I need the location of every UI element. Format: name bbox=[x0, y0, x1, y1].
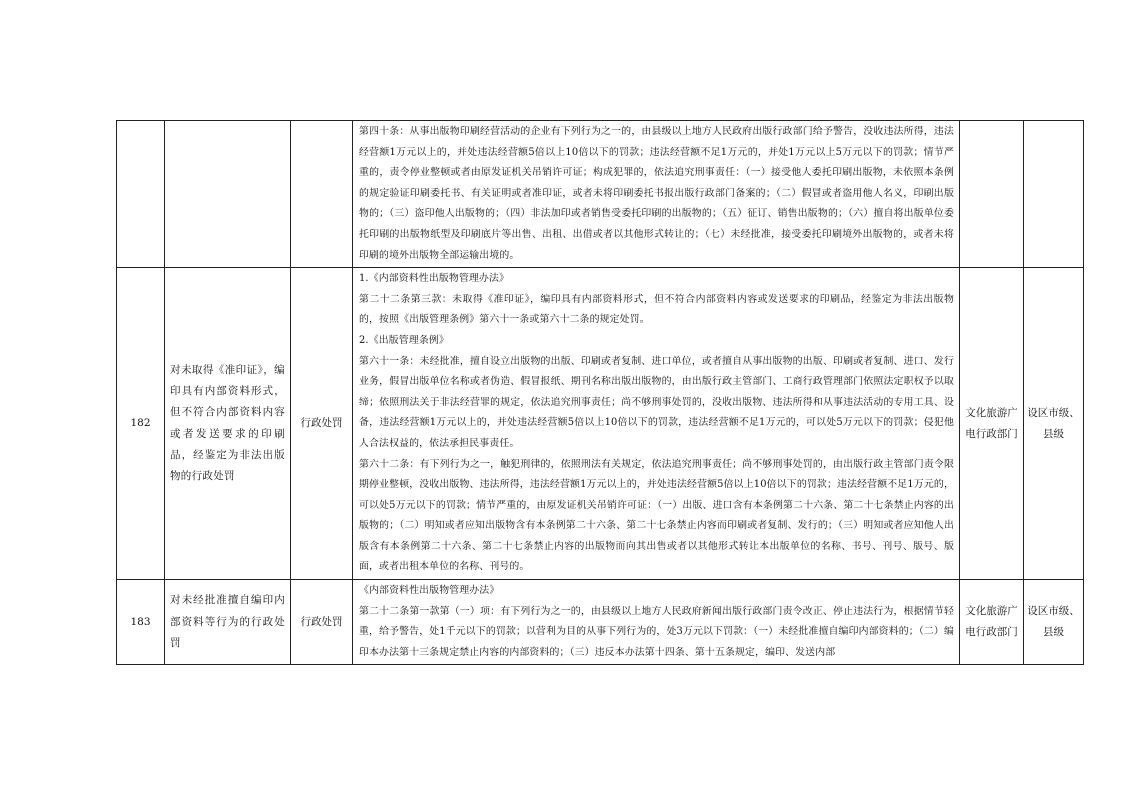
item-name bbox=[165, 121, 291, 268]
basis-paragraph: 2.《出版管理条例》 bbox=[359, 334, 449, 346]
row-number: 182 bbox=[117, 268, 165, 580]
item-name: 对未取得《准印证》，编印具有内部资料形式，但不符合内部资料内容或者发送要求的印刷品，经鉴定为非法出版物的行政处罚 bbox=[165, 268, 291, 580]
item-type: 行政处罚 bbox=[291, 268, 353, 580]
row-number: 183 bbox=[117, 580, 165, 665]
table-row bbox=[117, 580, 1084, 665]
basis-paragraph: 第四十条：从事出版物印刷经营活动的企业有下列行为之一的，由县级以上地方人民政府出版行政部门给予警告，没收违法所得，违法经营额1万元以上的，并处违法经营额5倍以上10倍以下的罚款；违法经营额不足1万元的，并处1万元以上5万元以下的罚款；情节严重的，责令停业整顿或者由原发证机关吊销许可证；构成犯罪的，依法追究刑事责任：（一）接受他人委托印刷出版物，未依照本条例的规定验证印刷委托书、有关证明或者准印证，或者未将印刷委托书报出版行政部门备案的；（二）假冒或者盗用他人名义，印刷出版物的；（三）盗印他人出版物的；（四）非法加印或者销售受委托印刷的出版物的；（五）征订、销售出版物的；（六）擅自将出版单位委托印刷的出版物纸型及印刷底片等出售、出租、出借或者以其他形式转让的；（七）未经批准，接受委托印刷境外出版物的，或者未将印刷的境外出版物全部运输出境的。 bbox=[359, 126, 954, 261]
basis-paragraph: 第二十二条第三款：未取得《准印证》，编印具有内部资料形式，但不符合内部资料内容或发送要求的印刷品，经鉴定为非法出版物的，按照《出版管理条例》第六十一条或第六十二条的规定处罚。 bbox=[359, 293, 954, 326]
basis-paragraph: 《内部资料性出版物管理办法》 bbox=[359, 585, 500, 597]
table-row bbox=[117, 268, 1084, 580]
administrative-level: 设区市级、县级 bbox=[1024, 268, 1084, 580]
basis-paragraph: 1.《内部资料性出版物管理办法》 bbox=[359, 273, 510, 285]
authority-table bbox=[116, 120, 1084, 665]
responsible-department bbox=[960, 121, 1024, 268]
responsible-department: 文化旅游广电行政部门 bbox=[960, 580, 1024, 665]
table-row bbox=[117, 121, 1084, 268]
basis-paragraph: 第六十二条：有下列行为之一，触犯刑律的，依照刑法有关规定，依法追究刑事责任；尚不够刑事处罚的，由出版行政主管部门责令限期停业整顿，没收出版物、违法所得，违法经营额1万元以上的，并处违法经营额5倍以上10倍以下的罚款；违法经营额不足1万元的，可以处5万元以下的罚款；情节严重的，由原发证机关吊销许可证：（一）出版、进口含有本条例第二十六条、第二十七条禁止内容的出版物的；（二）明知或者应知出版物含有本条例第二十六条、第二十七条禁止内容而印刷或者复制、发行的；（三）明知或者应知他人出版含有本条例第二十六条、第二十七条禁止内容的出版物而向其出售或者以其他形式转让本出版单位的名称、书号、刊号、版号、版面，或者出租本单位的名称、刊号的。 bbox=[359, 458, 954, 573]
legal-basis bbox=[353, 268, 960, 580]
row-number bbox=[117, 121, 165, 268]
basis-paragraph: 第六十一条：未经批准，擅自设立出版物的出版、印刷或者复制、进口单位，或者擅自从事出版物的出版、印刷或者复制、进口、发行业务，假冒出版单位名称或者伪造、假冒报纸、期刊名称出版出版物的，由出版行政主管部门、工商行政管理部门依照法定职权予以取缔；依照刑法关于非法经营罪的规定，依法追究刑事责任；尚不够刑事处罚的，没收出版物、违法所得和从事违法活动的专用工具、设备，违法经营额1万元以上的，并处违法经营额5倍以上10倍以下的罚款，违法经营额不足1万元的，可以处5万元以下的罚款；侵犯他人合法权益的，依法承担民事责任。 bbox=[359, 355, 954, 449]
administrative-level bbox=[1024, 121, 1084, 268]
responsible-department: 文化旅游广电行政部门 bbox=[960, 268, 1024, 580]
basis-paragraph: 第二十二条第一款第（一）项：有下列行为之一的，由县级以上地方人民政府新闻出版行政部门责令改正、停止违法行为，根据情节轻重，给予警告，处1千元以下的罚款；以营利为目的从事下列行为的，处3万元以下罚款：（一）未经批准擅自编印内部资料的；（二）编印本办法第十三条规定禁止内容的内部资料的；（三）违反本办法第十四条、第十五条规定，编印、发送内部 bbox=[359, 605, 954, 658]
legal-basis bbox=[353, 580, 960, 665]
legal-basis bbox=[353, 121, 960, 268]
administrative-level: 设区市级、县级 bbox=[1024, 580, 1084, 665]
item-name: 对未经批准擅自编印内部资料等行为的行政处罚 bbox=[165, 580, 291, 665]
item-type: 行政处罚 bbox=[291, 580, 353, 665]
item-type bbox=[291, 121, 353, 268]
